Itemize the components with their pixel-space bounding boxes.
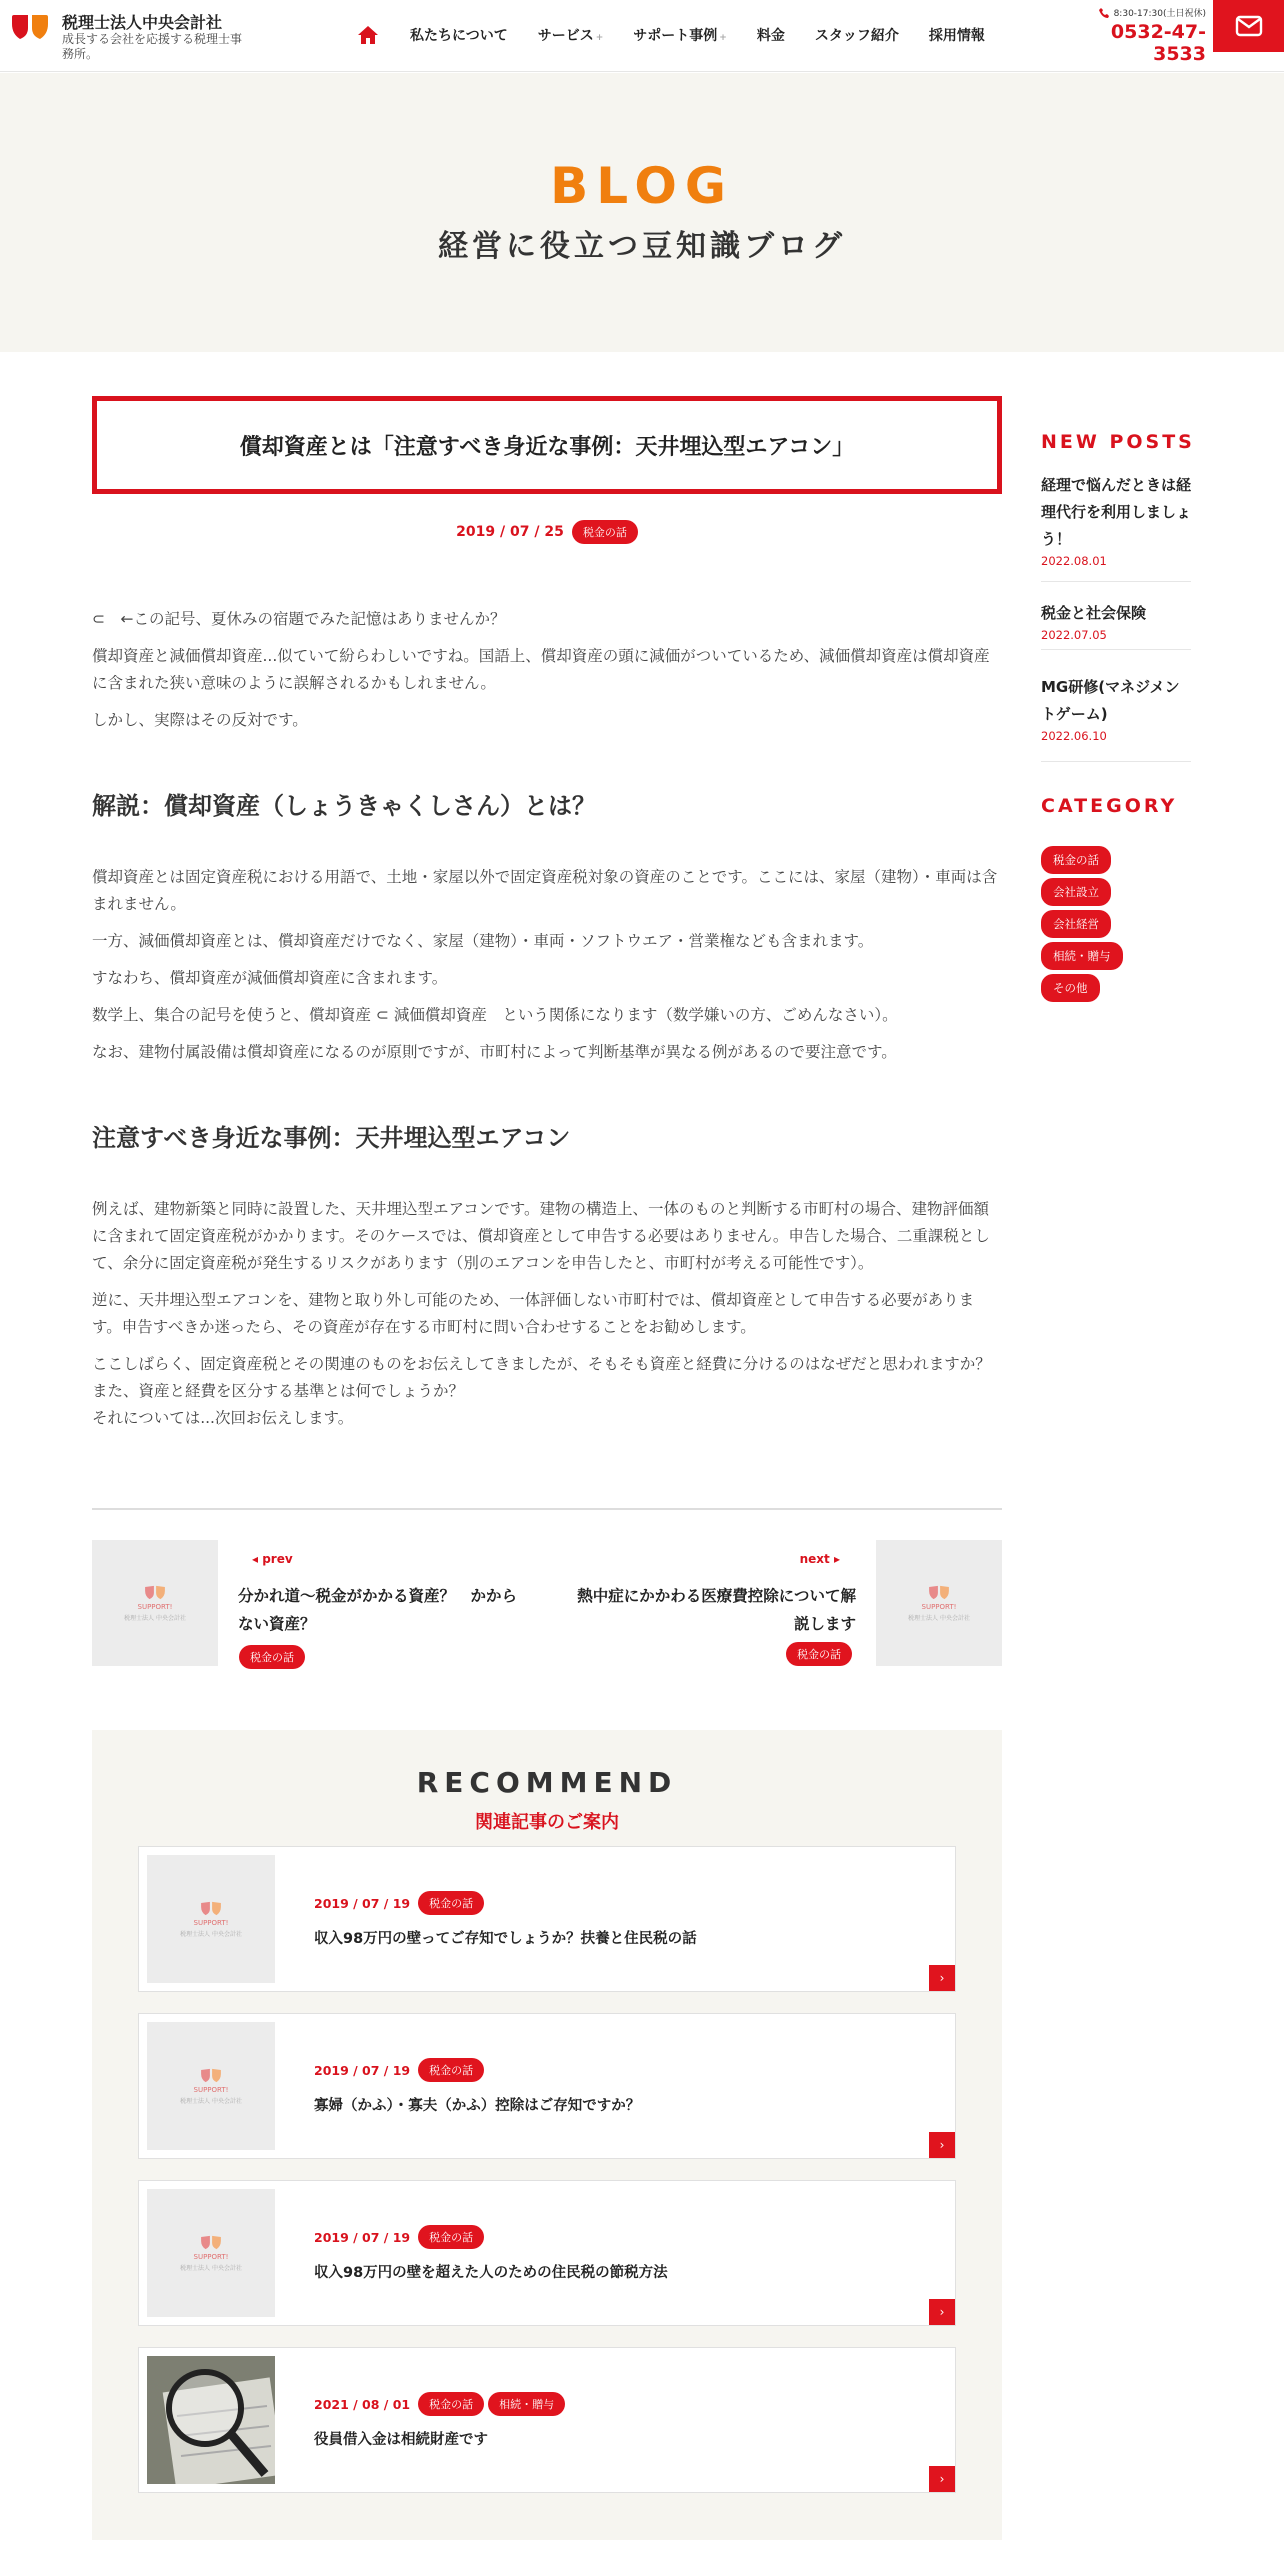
magnifier-photo: [147, 2356, 275, 2484]
sidebar-post[interactable]: [1041, 472, 1191, 582]
card-title[interactable]: 収入98万円の壁を超えた人のための住民税の節税方法: [314, 2265, 668, 2281]
prev-post-title[interactable]: 分かれ道～税金がかかる資産？ かからない資産？: [238, 1587, 518, 1633]
recommend-section: [92, 1730, 1002, 2540]
category-list: [1041, 846, 1221, 1006]
card-title[interactable]: 寡婦（かふ）・寡夫（かふ）控除はご存知ですか？: [314, 2098, 641, 2114]
thumb-subtext: 税理士法人 中央会計社: [180, 2264, 242, 2272]
caret-right-icon: ▸: [829, 1552, 840, 1566]
logo-icon: [200, 1901, 222, 1916]
thumb-text: SUPPORT!: [193, 1918, 229, 1927]
prev-thumbnail[interactable]: [92, 1540, 218, 1666]
article-meta: [92, 520, 1002, 544]
article-tag[interactable]: 税金の話: [572, 520, 638, 544]
sidebar-post-date: 2022.06.10: [1041, 729, 1107, 743]
article-section-2: [92, 1196, 1007, 1442]
chevron-right-icon[interactable]: ›: [929, 2132, 955, 2158]
logo-icon: [200, 2235, 222, 2250]
article-title: 償却資産とは「注意すべき身近な事例：天井埋込型エアコン」: [239, 434, 855, 460]
card-tag[interactable]: 相続・贈与: [488, 2392, 565, 2416]
card-date: 2019 / 07 / 19: [314, 2062, 411, 2078]
hero-title-en: BLOG: [550, 157, 734, 215]
recommend-title-en: RECOMMEND: [416, 1766, 678, 1799]
sidebar-post-date: 2022.07.05: [1041, 628, 1107, 642]
card-title[interactable]: 収入98万円の壁ってご存知でしょうか？扶養と住民税の話: [314, 1931, 697, 1947]
nav-support-cases[interactable]: サポート事例 +: [633, 28, 727, 44]
nav-pricing[interactable]: 料金: [756, 28, 785, 44]
card-thumbnail: [147, 1855, 275, 1983]
contact-block: [1086, 6, 1206, 65]
thumb-text: SUPPORT!: [137, 1602, 173, 1611]
recommend-card[interactable]: [138, 2347, 956, 2493]
paragraph: ここしばらく、固定資産税とその関連のものをお伝えしてきましたが、そもそも資産と経費に分けるのはなぜだと思われますか？ また、資産と経費を区分する基準とは何でしょうか？: [92, 1355, 1007, 1400]
card-photo: [147, 2356, 275, 2484]
logo-icon[interactable]: [10, 14, 50, 40]
paragraph: しかし、実際はその反対です。: [92, 711, 308, 729]
paragraph: すなわち、償却資産が減価償却資産に含まれます。: [92, 969, 448, 987]
thumb-subtext: 税理士法人 中央会計社: [908, 1614, 970, 1622]
logo-icon: [200, 2068, 222, 2083]
hero-title-jp: 経営に役立つ豆知識ブログ: [438, 229, 846, 264]
sidebar-post-title[interactable]: 税金と社会保険: [1041, 604, 1147, 622]
logo-icon: [144, 1585, 166, 1600]
logo-tagline: 成長する会社を応援する税理士事務所。: [62, 32, 243, 61]
paragraph: 一方、減価償却資産とは、償却資産だけでなく、家屋（建物）・車両・ソフトウエア・営業権なども含まれます。: [92, 932, 874, 950]
nav-recruit[interactable]: 採用情報: [928, 28, 985, 44]
recommend-card[interactable]: [138, 1846, 956, 1992]
divider: [92, 1508, 1002, 1510]
thumb-subtext: 税理士法人 中央会計社: [180, 1930, 242, 1938]
chevron-right-icon[interactable]: ›: [929, 2299, 955, 2325]
prev-tag[interactable]: 税金の話: [239, 1645, 305, 1669]
main-nav: [350, 22, 1015, 48]
next-tag[interactable]: 税金の話: [786, 1642, 852, 1666]
prev-link[interactable]: ◂ prev: [252, 1552, 293, 1566]
section-heading: 解説：償却資産（しょうきゃくしさん）とは？: [92, 792, 596, 820]
article-date: 2019 / 07 / 25: [456, 524, 564, 540]
paragraph: 逆に、天井埋込型エアコンを、建物と取り外し可能のため、一体評価しない市町村では、償却資産として申告する必要があります。申告すべきか迷ったら、その資産が存在する市町村に問い合わせすることをお勧めします。: [92, 1291, 975, 1336]
new-posts-heading: NEW POSTS: [1041, 431, 1195, 453]
sidebar-post[interactable]: [1041, 600, 1191, 650]
thumb-text: SUPPORT!: [921, 1602, 957, 1611]
article-intro: [92, 606, 1002, 744]
card-title[interactable]: 役員借入金は相続財産です: [314, 2432, 488, 2448]
recommend-card[interactable]: [138, 2180, 956, 2326]
paragraph: 償却資産と減価償却資産...似ていて紛らわしいですね。国語上、償却資産の頭に減価がついているため、減価償却資産は償却資産に含まれた狭い意味のように誤解されるかもしれません。: [92, 647, 990, 692]
thumb-text: SUPPORT!: [193, 2085, 229, 2094]
recommend-card[interactable]: [138, 2013, 956, 2159]
paragraph: 数学上、集合の記号を使うと、償却資産 ⊂ 減価償却資産 という関係になります（数学嫌いの方、ごめんなさい）。: [92, 1006, 898, 1024]
card-date: 2019 / 07 / 19: [314, 1895, 411, 1911]
card-thumbnail: [147, 2189, 275, 2317]
sidebar-post-title[interactable]: MG研修(マネジメントゲーム): [1041, 678, 1180, 723]
card-tag[interactable]: 税金の話: [418, 2058, 484, 2082]
phone-icon: [1098, 7, 1110, 19]
card-date: 2021 / 08 / 01: [314, 2396, 411, 2412]
home-icon[interactable]: [350, 22, 386, 48]
card-thumbnail: [147, 2022, 275, 2150]
next-thumbnail[interactable]: [876, 1540, 1002, 1666]
chevron-right-icon[interactable]: ›: [929, 2466, 955, 2492]
thumb-subtext: 税理士法人 中央会計社: [180, 2097, 242, 2105]
paragraph: ⊂ ←この記号、夏休みの宿題でみた記憶はありませんか？: [92, 610, 506, 628]
mail-button[interactable]: [1213, 0, 1284, 52]
card-tag[interactable]: 税金の話: [418, 1891, 484, 1915]
sidebar-post-title[interactable]: 経理で悩んだときは経理代行を利用しましょう！: [1041, 476, 1192, 548]
logo-name[interactable]: 税理士法人中央会計社: [62, 13, 223, 32]
section-heading: 注意すべき身近な事例：天井埋込型エアコン: [92, 1124, 571, 1152]
sidebar-post-date: 2022.08.01: [1041, 554, 1107, 568]
thumb-subtext: 税理士法人 中央会計社: [124, 1614, 186, 1622]
next-link[interactable]: next ▸: [799, 1552, 840, 1566]
paragraph: 例えば、建物新築と同時に設置した、天井埋込型エアコンです。建物の構造上、一体のものと判断する市町村の場合、建物評価額に含まれて固定資産税がかかります。そのケースでは、償却資産として申告する必要はありません。申告した場合、二重課税として、余分に固定資産税が発生するリスクがあります（別のエアコンを申告したと、市町村が考える可能性です）。: [92, 1200, 990, 1272]
category-tag[interactable]: 会社経営: [1041, 910, 1111, 938]
category-tag[interactable]: 税金の話: [1041, 846, 1111, 874]
next-post-title[interactable]: 熱中症にかかわる医療費控除について解説します: [577, 1587, 856, 1633]
paragraph: それについては...次回お伝えします。: [92, 1409, 354, 1427]
thumb-text: SUPPORT!: [193, 2252, 229, 2261]
article-title-box: [92, 396, 1002, 494]
category-heading: CATEGORY: [1041, 795, 1178, 817]
caret-left-icon: ◂: [252, 1552, 263, 1566]
nav-about[interactable]: 私たちについて: [410, 28, 508, 44]
paragraph: なお、建物付属設備は償却資産になるのが原則ですが、市町村によって判断基準が異なる例があるので要注意です。: [92, 1043, 897, 1061]
page-hero: [0, 73, 1284, 352]
logo-icon: [928, 1585, 950, 1600]
mail-icon: [1235, 15, 1263, 37]
nav-service[interactable]: サービス +: [537, 28, 604, 44]
category-tag[interactable]: その他: [1041, 974, 1100, 1002]
category-tag[interactable]: 相続・贈与: [1041, 942, 1123, 970]
paragraph: 償却資産とは固定資産税における用語で、土地・家屋以外で固定資産税対象の資産のことです。ここには、家屋（建物）・車両は含まれません。: [92, 868, 998, 913]
nav-staff[interactable]: スタッフ紹介: [814, 28, 899, 44]
sidebar-post[interactable]: [1041, 674, 1191, 762]
site-header: [0, 0, 1284, 72]
chevron-right-icon[interactable]: ›: [929, 1965, 955, 1991]
article-section-1: [92, 864, 1002, 1076]
card-tag[interactable]: 税金の話: [418, 2392, 484, 2416]
recommend-title-jp: 関連記事のご案内: [475, 1812, 619, 1833]
category-tag[interactable]: 会社設立: [1041, 878, 1111, 906]
card-tag[interactable]: 税金の話: [418, 2225, 484, 2249]
card-date: 2019 / 07 / 19: [314, 2229, 411, 2245]
phone-number[interactable]: 0532-47-3533: [1110, 21, 1206, 65]
business-hours: 8:30-17:30(土日祝休): [1113, 9, 1206, 19]
